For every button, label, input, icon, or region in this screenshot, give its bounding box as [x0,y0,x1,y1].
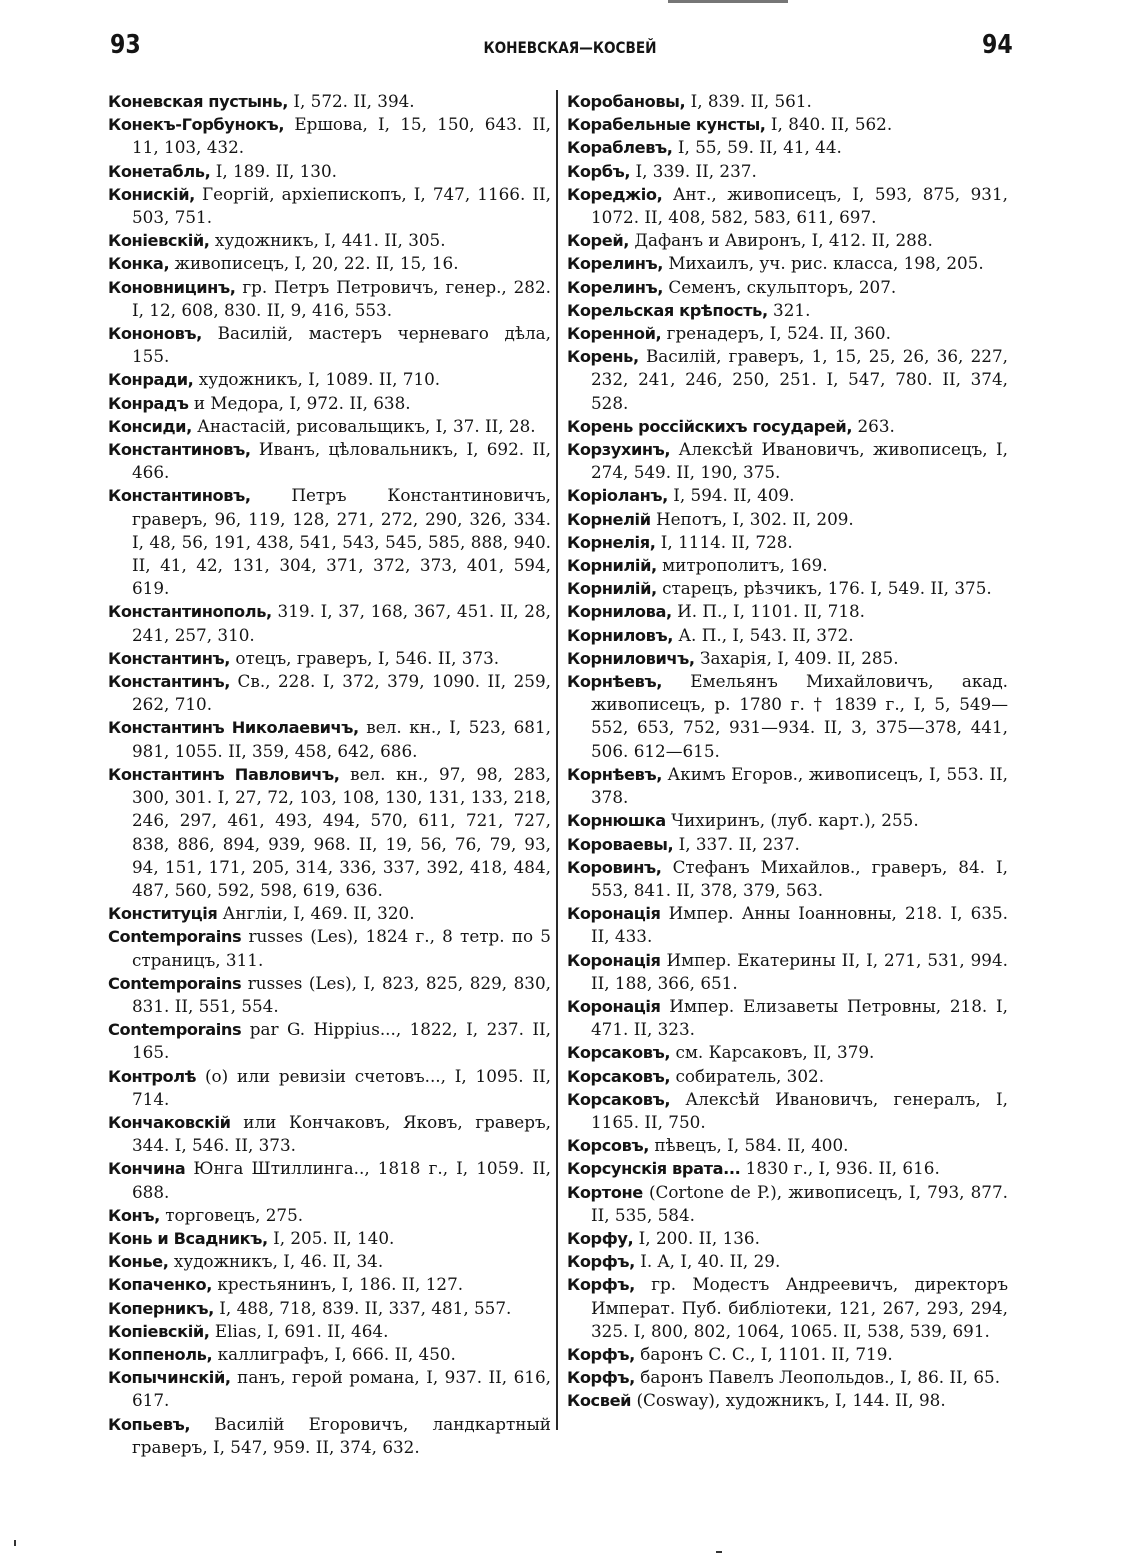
entry-headword: Конка, [108,254,170,274]
entry-headword: Конетабль, [108,161,211,181]
entry-references: Elias, I, 691. II, 464. [209,1320,389,1341]
index-entry [567,438,1008,484]
index-entry [567,600,1008,623]
entry-references: I. A, I, 40. II, 29. [634,1251,781,1272]
entry-references: см. Карсаковъ, II, 379. [670,1042,875,1063]
entry-references: Петръ Константиновичъ, граверъ, 96, 119, 128, 271, 272, 290, 326, 334. I, 48, 56, 191, 438, 541, 543, 545, 585, 888, 940. II, 41, 42, 131, 304, 371, 372, 373, 401, 594, 619. [132,485,551,599]
entry-headword: Коппеноль, [108,1344,213,1364]
entry-references: каллиграфъ, I, 666. II, 450. [212,1343,456,1364]
entry-references: I, 189. II, 130. [210,160,337,181]
entry-headword: Корфъ, [567,1252,635,1272]
index-entry [108,1111,551,1157]
entry-references: I, 488, 718, 839. II, 337, 481, 557. [213,1297,512,1318]
index-entry [567,229,1008,252]
entry-references: I, 339. II, 237. [630,160,757,181]
entry-headword: Коніевскій, [108,231,210,251]
entry-references: Михаилъ, уч. рис. класса, 198, 205. [663,253,984,274]
entry-headword: Кончаковскій [108,1112,231,1132]
index-entry [108,90,551,113]
entry-references: торговецъ, 275. [159,1204,304,1225]
entry-references: Дафанъ и Авиронъ, I, 412. II, 288. [629,230,933,251]
scan-speck [716,1551,722,1553]
entry-headword: Корнѣевъ, [567,764,662,784]
index-entry [567,1250,1008,1273]
index-entry [567,276,1008,299]
entry-references: Импер. Анны Іоанновны, 218. I, 635. II, 433. [591,903,1008,947]
index-entry [108,252,551,275]
entry-references: russes (Les), 1824 г., 8 тетр. по 5 страницъ, 311. [132,926,551,970]
index-entry [567,484,1008,507]
entry-references: (Cortone de P.), живописецъ, I, 793, 877. II, 535, 584. [591,1181,1008,1225]
entry-headword: Корфъ, [567,1368,635,1388]
entry-headword: Корсаковъ, [567,1066,671,1086]
entry-references: пѣвецъ, I, 584. II, 400. [649,1135,849,1156]
entry-headword: Конради, [108,370,194,390]
page-number-left: 93 [110,30,141,60]
entry-headword: Корень, [567,347,639,367]
index-entry [108,113,551,159]
index-entry [108,925,551,971]
entry-references: I, 200. II, 136. [633,1227,760,1248]
index-entry [108,1157,551,1203]
entry-headword: Конискій, [108,184,195,204]
entry-headword: Корсунскія врата... [567,1159,741,1179]
entry-headword: Коневская пустынь, [108,92,289,111]
entry-references: Акимъ Егоров., живописецъ, I, 553. II, 378. [591,763,1008,808]
index-entry [567,1227,1008,1250]
index-entry [108,1204,551,1227]
entry-headword: Корень россійскихъ государей, [567,416,853,436]
entry-references: живописецъ, I, 20, 22. II, 15, 16. [169,253,459,274]
entry-references: 319. I, 37, 168, 367, 451. II, 28, 241, 257, 310. [132,601,551,645]
entry-headword: Косвей [567,1391,632,1411]
entry-headword: Константиновъ, [108,486,251,506]
entry-headword: Корсовъ, [567,1136,650,1156]
entry-headword: Корфъ, [567,1344,635,1364]
entry-references: панъ, герой романа, I, 937. II, 616, 617. [132,1367,551,1411]
entry-headword: Копьевъ, [108,1414,191,1434]
index-entry [567,415,1008,438]
entry-references: Непотъ, I, 302. II, 209. [650,508,854,529]
entry-headword: Копіевскій, [108,1321,210,1341]
entry-references: Св., 228. I, 372, 379, 1090. II, 259, 262, 710. [132,671,551,715]
entry-headword: Кораблевъ, [567,138,673,158]
entry-headword: Корнилій, [567,556,657,576]
entry-headword: Корельская крѣпость, [567,300,768,320]
index-entry [108,392,551,415]
entry-headword: Корбъ, [567,161,631,181]
entry-references: Импер. Елизаветы Петровны, 218. I, 471. II, 323. [591,995,1008,1040]
entry-headword: Корнилова, [567,602,672,622]
index-entry [567,577,1008,600]
entry-headword: Корелинъ, [567,277,664,297]
entry-headword: Корфу, [567,1228,634,1248]
entry-headword: Корфъ, [567,1275,635,1295]
running-title: КОНЕВСКАЯ—КОСВЕЙ [483,38,657,57]
entry-references: и Медора, I, 972. II, 638. [188,392,411,413]
index-entry [567,1273,1008,1343]
entry-references: (Cosway), художникъ, I, 144. II, 98. [631,1390,946,1411]
index-entry [108,1065,551,1111]
entry-headword: Коробановы, [567,92,686,111]
entry-references: Василій Егоровичъ, ландкартный граверъ, I, 547, 959. II, 374, 632. [132,1413,551,1457]
entry-headword: Корсаковъ, [567,1043,671,1063]
index-entry [108,1343,551,1366]
index-entry [567,113,1008,136]
entry-headword: Корабельные кунсты, [567,115,766,135]
index-entry [567,624,1008,647]
running-header [0,0,1140,60]
entry-references: I, 594. II, 409. [667,485,795,506]
index-entry [108,322,551,368]
entry-references: I, 839. II, 561. [685,91,812,111]
entry-references: Англіи, I, 469. II, 320. [217,903,415,924]
index-entry [567,160,1008,183]
entry-references: митрополитъ, 169. [656,555,828,576]
entry-headword: Консиди, [108,416,192,436]
index-entry [567,647,1008,670]
entry-headword: Контролѣ [108,1066,197,1086]
entry-references: собиратель, 302. [670,1065,825,1086]
entry-references: старецъ, рѣзчикъ, 176. I, 549. II, 375. [656,578,992,599]
entry-references: вел. кн., I, 523, 681, 981, 1055. II, 359, 458, 642, 686. [132,717,551,761]
entry-references: отецъ, граверъ, I, 546. II, 373. [230,647,500,668]
index-entry [567,1041,1008,1064]
entry-headword: Коровинъ, [567,857,662,877]
index-entry [108,1297,551,1320]
entry-headword: Корниловичъ, [567,648,695,668]
entry-headword: Коронація [567,996,661,1016]
index-entry [108,276,551,322]
entry-references: Василій, мастеръ черневаго дѣла, 155. [132,323,551,367]
entry-headword: Константиновъ, [108,440,251,460]
entry-references: Алексѣй Ивановичъ, живописецъ, I, 274, 549. II, 190, 375. [591,439,1008,483]
index-entry [567,763,1008,809]
entry-headword: Константинъ Николаевичъ, [108,718,359,738]
entry-headword: Константинъ, [108,672,231,692]
entry-references: I, 337. II, 237. [673,833,800,854]
entry-headword: Корнюшка [567,811,666,831]
entry-headword: Корнѣевъ, [567,672,662,692]
index-entry [567,1366,1008,1389]
entry-references: Чихиринъ, (луб. карт.), 255. [665,810,919,831]
entry-headword: Contemporains [108,1020,242,1040]
entry-headword: Конекъ-Горбунокъ, [108,115,285,135]
entry-references: крестьянинъ, I, 186. II, 127. [212,1274,464,1295]
index-entry [567,90,1008,113]
index-entry [108,647,551,670]
entry-references: I, 205. II, 140. [267,1227,395,1248]
index-entry [567,902,1008,948]
entry-headword: Коронація [567,904,661,924]
entry-references: par G. Hippius..., 1822, I, 237. II, 165. [132,1019,551,1063]
entry-references: Стефанъ Михайлов., граверъ, 84. I, 553, 841. II, 378, 379, 563. [591,856,1008,900]
index-entry [567,949,1008,995]
entry-references: (о) или ревизіи счетовъ..., I, 1095. II, 714. [132,1065,551,1109]
entry-headword: Корей, [567,231,630,251]
entry-references: 321. [767,299,811,320]
index-entry [567,136,1008,159]
entry-references: I, 572. II, 394. [288,91,415,111]
entry-headword: Конституція [108,904,218,924]
index-entry [108,1018,551,1064]
entry-headword: Кончина [108,1159,186,1179]
index-entry [108,415,551,438]
column-divider [556,90,558,1430]
entry-headword: Кононовъ, [108,324,202,344]
entry-headword: Кореджіо, [567,184,663,204]
entry-headword: Коренной, [567,324,662,344]
index-entry [108,670,551,716]
entry-references: Иванъ, цѣловальникъ, I, 692. II, 466. [132,439,551,483]
entry-headword: Короваевы, [567,834,674,854]
entry-references: Емельянъ Михайловичъ, акад. живописецъ, р. 1780 г. † 1839 г., I, 5, 549—552, 653, 752, 931—934. II, 3, 375—378, 441, 506. 612—615. [591,671,1008,761]
entry-references: баронъ Павелъ Леопольдов., I, 86. II, 65. [634,1367,1001,1388]
index-entry [108,902,551,925]
index-entry [567,183,1008,229]
index-entry [567,833,1008,856]
index-entry [567,1088,1008,1134]
entry-references: художникъ, I, 441. II, 305. [209,230,446,251]
entry-headword: Корсаковъ, [567,1089,671,1109]
index-entry [108,160,551,183]
entry-headword: Коріоланъ, [567,486,668,506]
entry-headword: Кортоне [567,1182,643,1202]
index-entry [567,1065,1008,1088]
entry-headword: Корелинъ, [567,254,664,274]
entry-headword: Конье, [108,1252,169,1272]
index-entry [567,670,1008,763]
scan-speck [14,1540,16,1546]
entry-references: И. П., I, 1101. II, 718. [671,601,866,622]
entry-references: гр. Модестъ Андреевичъ, директоръ Императ. Пуб. библіотеки, 121, 267, 293, 294, 325. I, 800, 802, 1064, 1065. II, 538, 539, 691. [591,1274,1008,1341]
index-entry [567,1343,1008,1366]
entry-headword: Корнелій [567,509,651,529]
entry-references: Ершова, I, 15, 150, 643. II, 11, 103, 432. [132,114,551,158]
index-entry [108,229,551,252]
index-entry [567,1134,1008,1157]
index-entry [567,252,1008,275]
index-entry [108,368,551,391]
entry-references: гренадеръ, I, 524. II, 360. [661,323,891,344]
entry-references: I, 1114. II, 728. [655,531,793,552]
index-entry [108,1250,551,1273]
entry-references: Семенъ, скульпторъ, 207. [663,276,897,297]
entry-headword: Корзухинъ, [567,440,671,460]
page-number-right: 94 [982,30,1013,60]
index-entry [108,763,551,902]
entry-headword: Корнилій, [567,579,657,599]
entry-references: художникъ, I, 1089. II, 710. [193,369,441,390]
index-entry [108,438,551,484]
index-entry [108,600,551,646]
index-entry [108,972,551,1018]
entry-references: Юнга Штиллинга.., 1818 г., I, 1059. II, 688. [132,1158,551,1202]
entry-references: russes (Les), I, 823, 825, 829, 830, 831. II, 551, 554. [132,972,551,1016]
index-entry [108,1366,551,1412]
index-entry [567,809,1008,832]
entry-headword: Корниловъ, [567,625,674,645]
index-entry [567,299,1008,322]
index-entry [567,1181,1008,1227]
entry-references: художникъ, I, 46. II, 34. [168,1251,384,1272]
entry-headword: Конь и Всадникъ, [108,1228,268,1248]
entry-references: I, 840. II, 562. [765,114,893,135]
entry-references: Импер. Екатерины II, I, 271, 531, 994. II, 188, 366, 651. [591,949,1008,993]
entry-references: 263. [852,415,895,436]
index-entry [567,345,1008,415]
entry-references: Алексѣй Ивановичъ, генералъ, I, 1165. II, 750. [591,1088,1008,1132]
entry-headword: Копаченко, [108,1275,212,1295]
entry-headword: Contemporains [108,973,242,993]
index-entry [567,554,1008,577]
entry-headword: Конъ, [108,1205,160,1225]
index-entry [108,1273,551,1296]
entry-headword: Копычинскій, [108,1368,231,1388]
entry-references: Василій, граверъ, 1, 15, 25, 26, 36, 227, 232, 241, 246, 250, 251. I, 547, 780. II, 374, 528. [591,346,1008,413]
entry-references: I, 55, 59. II, 41, 44. [672,137,842,158]
index-entry [567,322,1008,345]
right-column [567,90,1008,1413]
entry-headword: Коновницинъ, [108,277,236,297]
entry-headword: Корнелія, [567,532,656,552]
entry-headword: Коперникъ, [108,1298,214,1318]
index-entry [108,1320,551,1343]
entry-references: 1830 г., I, 936. II, 616. [740,1158,940,1179]
entry-references: А. П., I, 543. II, 372. [673,624,854,645]
index-entry [108,183,551,229]
entry-headword: Константинъ, [108,648,231,668]
entry-headword: Contemporains [108,927,242,947]
index-entry [567,508,1008,531]
entry-references: Захарія, I, 409. II, 285. [694,647,899,668]
entry-headword: Коронація [567,950,661,970]
entry-headword: Константинополь, [108,602,272,622]
entry-references: Георгій, архіепископъ, I, 747, 1166. II, 503, 751. [132,183,551,228]
entry-headword: Константинъ Павловичъ, [108,764,340,784]
left-column [108,90,551,1459]
entry-references: или Кончаковъ, Яковъ, граверъ, 344. I, 546. II, 373. [132,1111,551,1156]
entry-references: Ант., живописецъ, I, 593, 875, 931, 1072. II, 408, 582, 583, 611, 697. [591,183,1008,228]
index-entry [108,716,551,762]
index-entry [567,1157,1008,1180]
entry-references: вел. кн., 97, 98, 283, 300, 301. I, 27, 72, 103, 108, 130, 131, 133, 218, 246, 297, 461, 493, 494, 570, 611, 721, 727, 838, 886, 894, 939, 968. II, 19, 56, 76, 79, 93, 94, 151, 171, 205, 314, 336, 337, 392, 418, 484, 487, 560, 592, 598, 619, 636. [132,763,551,900]
entry-references: Анастасій, рисовальщикъ, I, 37. II, 28. [191,415,536,436]
index-entry [567,995,1008,1041]
index-entry [108,1413,551,1459]
index-entry [567,856,1008,902]
entry-references: баронъ С. С., I, 1101. II, 719. [634,1343,893,1364]
entry-headword: Конрадъ [108,393,189,413]
index-entry [567,1389,1008,1412]
index-entry [108,1227,551,1250]
index-entry [108,484,551,600]
index-entry [567,531,1008,554]
entry-references: гр. Петръ Петровичъ, генер., 282. I, 12, 608, 830. II, 9, 416, 553. [132,276,551,320]
